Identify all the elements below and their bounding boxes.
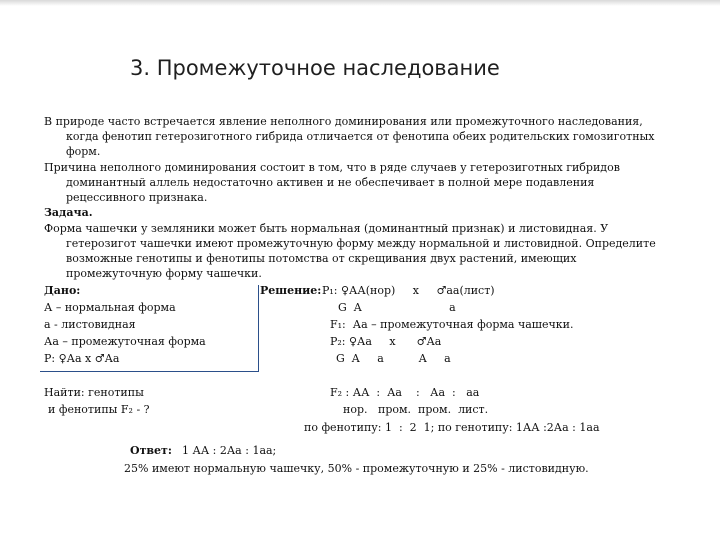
solution-f2-line: F₂ : АА : Аа : Аа : аа [330, 386, 480, 399]
solution-p2-line: P₂: ♀Аа х ♂Аа [330, 335, 442, 348]
task-line-4: промежуточную форму чашечки. [66, 267, 262, 280]
intro-line-6: рецессивного признака. [66, 191, 208, 204]
solution-heading: Решение: [260, 284, 322, 297]
table-divider-horizontal [40, 371, 258, 372]
given-line-2: а - листовидная [44, 318, 136, 331]
intro-line-1: В природе часто встречается явление неполного доминирования или промежуточного наследования, [44, 115, 643, 128]
answer-label: Ответ: [130, 444, 172, 457]
given-line-1: А – нормальная форма [44, 301, 176, 314]
table-divider-vertical [258, 285, 259, 372]
solution-gametes-2: G A a A a [336, 352, 451, 365]
task-line-1: Форма чашечки у земляники может быть нормальная (доминантный признак) и листовидная. У [44, 222, 609, 235]
intro-line-4: Причина неполного доминирования состоит в том, что в ряде случаев у гетерозиготных гибридов [44, 161, 620, 174]
solution-ratio: по фенотипу: 1 : 2 1; по генотипу: 1АА :2Аа : 1аа [304, 421, 600, 434]
task-heading: Задача. [44, 206, 93, 219]
find-line-2: и фенотипы F₂ - ? [48, 403, 150, 416]
answer-summary: 25% имеют нормальную чашечку, 50% - промежуточную и 25% - листовидную. [124, 462, 589, 475]
solution-f2-phenotypes: нор. пром. пром. лист. [343, 403, 489, 416]
intro-line-3: форм. [66, 145, 101, 158]
slide-title: 3. Промежуточное наследование [130, 56, 500, 80]
given-line-4: Р: ♀Аа х ♂Аа [44, 352, 120, 365]
solution-f1-line: F₁: Аа – промежуточная форма чашечки. [330, 318, 574, 331]
intro-line-5: доминантный аллель недостаточно активен и не обеспечивает в полной мере подавления [66, 176, 595, 189]
answer-value: 1 АА : 2Аа : 1аа; [182, 444, 277, 457]
slide-top-shadow [0, 0, 720, 6]
solution-gametes-1: G A a [338, 301, 456, 314]
intro-line-2: когда фенотип гетерозиготного гибрида отличается от фенотипа обеих родительских гомозиготных [66, 130, 655, 143]
task-line-2: гетерозигот чашечки имеют промежуточную форму между нормальной и листовидной. Определите [66, 237, 656, 250]
task-line-3: возможные генотипы и фенотипы потомства от скрещивания двух растений, имеющих [66, 252, 577, 265]
solution-p1-line: Р₁: ♀АА(нор) х ♂аа(лист) [322, 284, 495, 297]
given-line-3: Аа – промежуточная форма [44, 335, 206, 348]
find-line-1: Найти: генотипы [44, 386, 144, 399]
given-heading: Дано: [44, 284, 81, 297]
